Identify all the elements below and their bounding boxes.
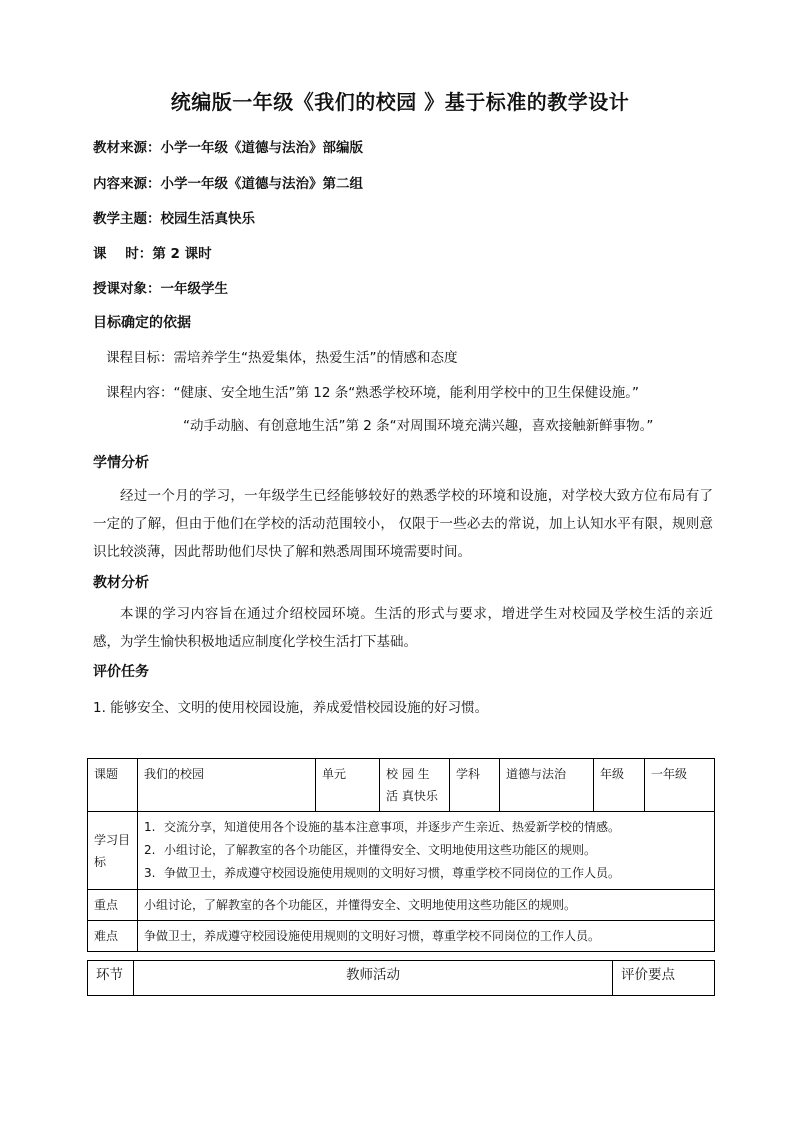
- basis-line-3: “动手动脑、有创意地生活”第 2 条“对周围环境充满兴趣，喜欢接触新鲜事物。”: [183, 418, 654, 434]
- difficult-label: 难点: [88, 921, 138, 952]
- meta-value: 校园生活真快乐: [160, 211, 255, 227]
- list-item: [144, 816, 708, 839]
- evaluation-item: 1. 能够安全、文明的使用校园设施，养成爱惜校园设施的好习惯。: [93, 700, 489, 716]
- list-number: 1.: [144, 820, 156, 834]
- grade-value: 一年级: [645, 759, 715, 812]
- list-number: 3.: [144, 866, 156, 880]
- unit-value: 校 园 生 活 真快乐: [380, 759, 450, 812]
- col-header-evaluation: 评价要点: [613, 961, 715, 996]
- table-row: [88, 890, 715, 921]
- meta-label: 课 时：: [93, 246, 153, 262]
- meta-label: 教学主题：: [93, 211, 161, 227]
- difficult-value: 争做卫士，养成遵守校园设施使用规则的文明好习惯，尊重学校不同岗位的工作人员。: [138, 921, 715, 952]
- objectives-cell: [138, 812, 715, 890]
- grade-label: 年级: [594, 759, 645, 812]
- table-row: [88, 759, 715, 812]
- meta-label: 内容来源：: [93, 176, 161, 192]
- topic-value: 我们的校园: [138, 759, 316, 812]
- meta-source: [93, 136, 363, 156]
- basis-line-1: 课程目标：需培养学生“热爱集体，热爱生活”的情感和态度: [106, 350, 458, 366]
- meta-label: 授课对象：: [93, 281, 161, 297]
- basis-heading: 目标确定的依据: [93, 315, 191, 331]
- material-analysis-text: 本课的学习内容旨在通过介绍校园环境。生活的形式与要求，增进学生对校园及学校生活的亲近感，为学生愉快积极地适应制度化学校生活打下基础。: [93, 606, 713, 650]
- subject-value: 道德与法治: [500, 759, 594, 812]
- key-value: 小组讨论，了解教室的各个功能区，并懂得安全、文明地使用这些功能区的规则。: [138, 890, 715, 921]
- meta-value: 一年级学生: [160, 281, 228, 297]
- meta-value: 第 2 课时: [152, 246, 212, 262]
- list-text: 交流分享，知道使用各个设施的基本注意事项，并逐步产生亲近、热爱新学校的情感。: [164, 820, 621, 834]
- table-row: [88, 812, 715, 890]
- list-number: 2.: [144, 843, 156, 857]
- col-header-stage: 环节: [88, 961, 134, 996]
- meta-audience: [93, 277, 228, 297]
- document-title: 统编版一年级《我们的校园 》基于标准的教学设计: [170, 90, 630, 114]
- evaluation-heading: 评价任务: [93, 664, 149, 680]
- student-analysis-text: 经过一个月的学习，一年级学生已经能够较好的熟悉学校的环境和设施，对学校大致方位布局有了一定的了解，但由于他们在学校的活动范围较小， 仅限于一些必去的常说，加上认知水平有限，规则意识比较淡薄，因此帮助他们尽快了解和熟悉周围环境需要时间。: [93, 488, 713, 560]
- unit-label: 单元: [316, 759, 380, 812]
- meta-content: [93, 172, 363, 192]
- meta-value: 小学一年级《道德与法治》部编版: [160, 140, 363, 156]
- student-analysis-heading: 学情分析: [93, 455, 149, 471]
- list-item: [144, 862, 708, 885]
- col-header-teacher: 教师活动: [134, 961, 613, 996]
- lesson-table: [87, 758, 715, 952]
- list-item: [144, 839, 708, 862]
- meta-label: 教材来源：: [93, 140, 161, 156]
- table-row: [88, 921, 715, 952]
- list-text: 小组讨论，了解教室的各个功能区，并懂得安全、文明地使用这些功能区的规则。: [164, 843, 597, 857]
- meta-period: [93, 242, 212, 262]
- key-label: 重点: [88, 890, 138, 921]
- meta-theme: [93, 207, 255, 227]
- objectives-list: [144, 816, 708, 885]
- material-analysis-heading: 教材分析: [93, 575, 149, 591]
- subject-label: 学科: [450, 759, 500, 812]
- table-row: [88, 961, 715, 996]
- objectives-label: 学习目标: [88, 812, 138, 890]
- topic-label: 课题: [88, 759, 138, 812]
- activity-table: [87, 960, 715, 996]
- basis-line-2: 课程内容：“健康、安全地生活”第 12 条“熟悉学校环境，能利用学校中的卫生保健设施。”: [106, 385, 639, 401]
- list-text: 争做卫士，养成遵守校园设施使用规则的文明好习惯，尊重学校不同岗位的工作人员。: [164, 866, 621, 880]
- meta-value: 小学一年级《道德与法治》第二组: [160, 176, 363, 192]
